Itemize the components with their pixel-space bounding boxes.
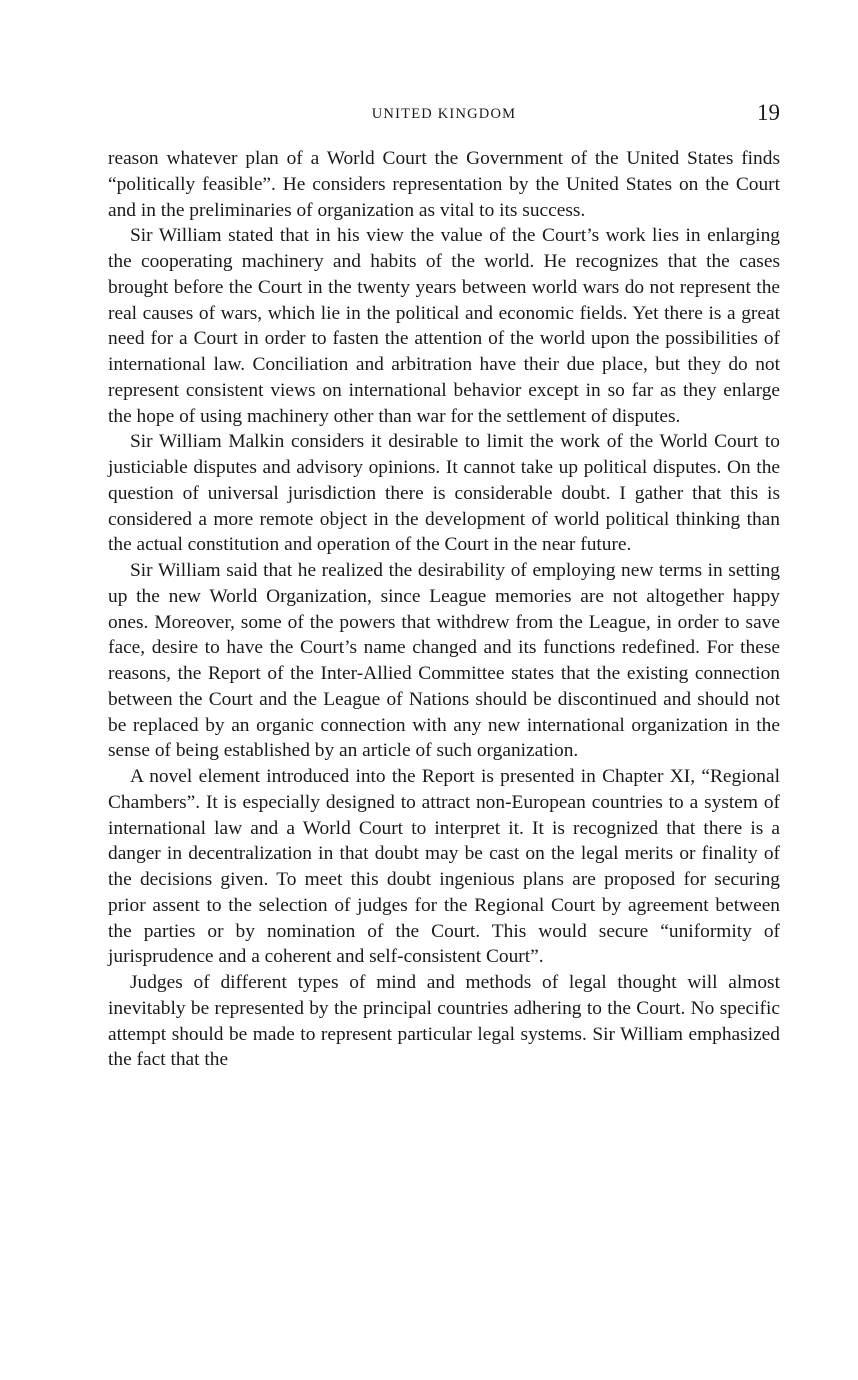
running-head <box>108 100 780 134</box>
running-head-title: UNITED KINGDOM <box>371 106 517 122</box>
body-text <box>108 146 780 1073</box>
paragraph: Sir William Malkin considers it desirable to limit the work of the World Court to justiciable disputes and advisory opinions. It cannot take up political disputes. On the question of universal jurisdiction there is considerable doubt. I gather that this is considered a more remote object in the development of world political thinking than the actual constitution and operation of the Court in the near future. <box>108 431 780 556</box>
paragraph: Sir William said that he realized the desirability of employing new terms in setting up the new World Organization, since League memories are not altogether happy ones. Moreover, some of the powers that withdrew from the League, in order to save face, desire to have the Court’s name changed and its functions redefined. For these reasons, the Report of the Inter-Allied Committee states that the existing connection between the Court and the League of Nations should be discontinued and should not be replaced by an organic connection with any new international organization in the sense of being established by an article of such organization. <box>108 560 780 762</box>
paragraph: reason whatever plan of a World Court the Government of the United States finds “politically feasible”. He considers representation by the United States on the Court and in the preliminaries of organization as vital to its success. <box>108 148 780 221</box>
paragraph: Judges of different types of mind and methods of legal thought will almost inevitably be represented by the principal countries adhering to the Court. No specific attempt should be made to represent particular legal systems. Sir William emphasized the fact that the <box>108 972 780 1071</box>
page-number: 19 <box>757 100 780 125</box>
paragraph: Sir William stated that in his view the value of the Court’s work lies in enlarging the cooperating machinery and habits of the world. He recognizes that the cases brought before the Court in the twenty years between world wars do not represent the real causes of wars, which lie in the political and economic fields. Yet there is a great need for a Court in order to fasten the attention of the world upon the possibilities of international law. Conciliation and arbitration have their due place, but they do not represent consistent views on international behavior except in so far as they enlarge the hope of using machinery other than war for the settlement of disputes. <box>108 225 780 427</box>
paragraph: A novel element introduced into the Report is presented in Chapter XI, “Regional Chambers”. It is especially designed to attract non-European countries to a system of international law and a World Court to interpret it. It is recognized that there is a danger in decentralization in that doubt may be cast on the legal merits or finality of the decisions given. To meet this doubt ingenious plans are proposed for securing prior assent to the selection of judges for the Regional Court by agreement between the parties or by nomination of the Court. This would secure “uniformity of jurisprudence and a coherent and self-consistent Court”. <box>108 766 780 968</box>
